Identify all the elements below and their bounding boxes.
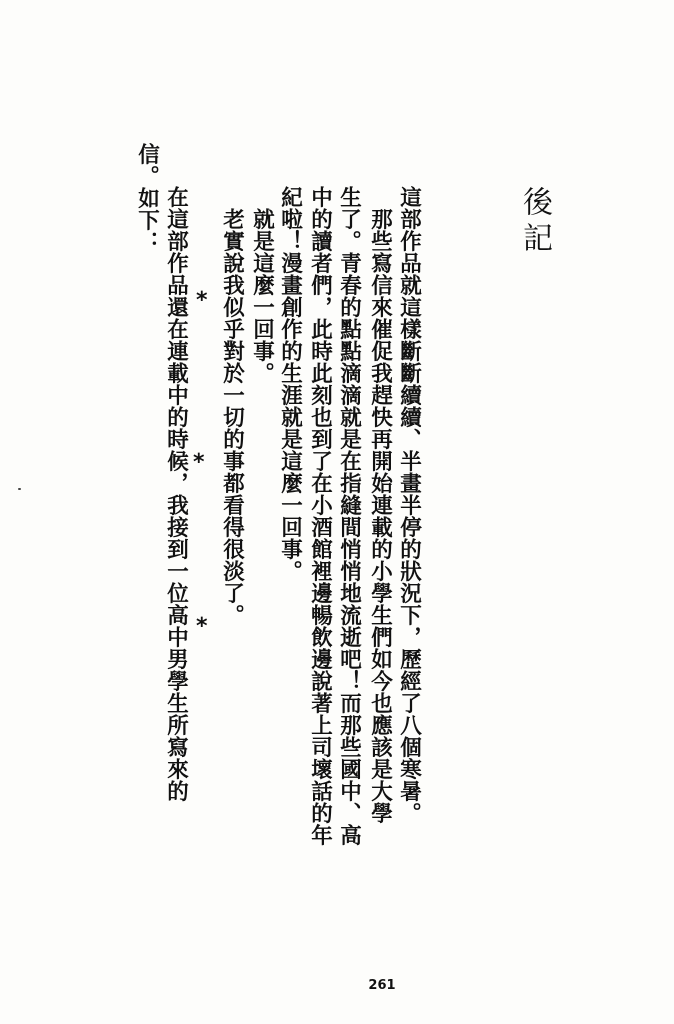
scan-speck bbox=[18, 488, 21, 490]
text-column-1: 這部作品就這樣斷斷續續、半畫半停的狀況下，歷經了八個寒暑。 bbox=[396, 186, 422, 824]
text-column-9: 信。如下： bbox=[134, 143, 160, 253]
afterword-title: 後記 bbox=[517, 186, 552, 258]
text-column-3: 生了。青春的點點滴滴就是在指縫間悄悄地流逝吧！而那些國中、高 bbox=[336, 186, 362, 846]
page-number: 261 bbox=[368, 978, 396, 993]
separator-star-2: * bbox=[193, 450, 205, 475]
text-column-4: 中的讀者們，此時此刻也到了在小酒館裡邊暢飲邊說著上司壞話的年 bbox=[307, 186, 333, 846]
separator-star-3: * bbox=[196, 614, 208, 639]
text-column-5: 紀啦！漫畫創作的生涯就是這麼一回事。 bbox=[277, 186, 303, 582]
text-column-8: 在這部作品還在連載中的時候，我接到一位高中男學生所寫來的 bbox=[163, 186, 189, 802]
separator-star-1: * bbox=[196, 288, 208, 313]
text-column-2: 那些寫信來催促我趕快再開始連載的小學生們如今也應該是大學 bbox=[367, 208, 393, 824]
text-column-6: 就是這麼一回事。 bbox=[249, 208, 275, 384]
text-column-7: 老實說我似乎對於一切的事都看得很淡了。 bbox=[219, 208, 245, 626]
